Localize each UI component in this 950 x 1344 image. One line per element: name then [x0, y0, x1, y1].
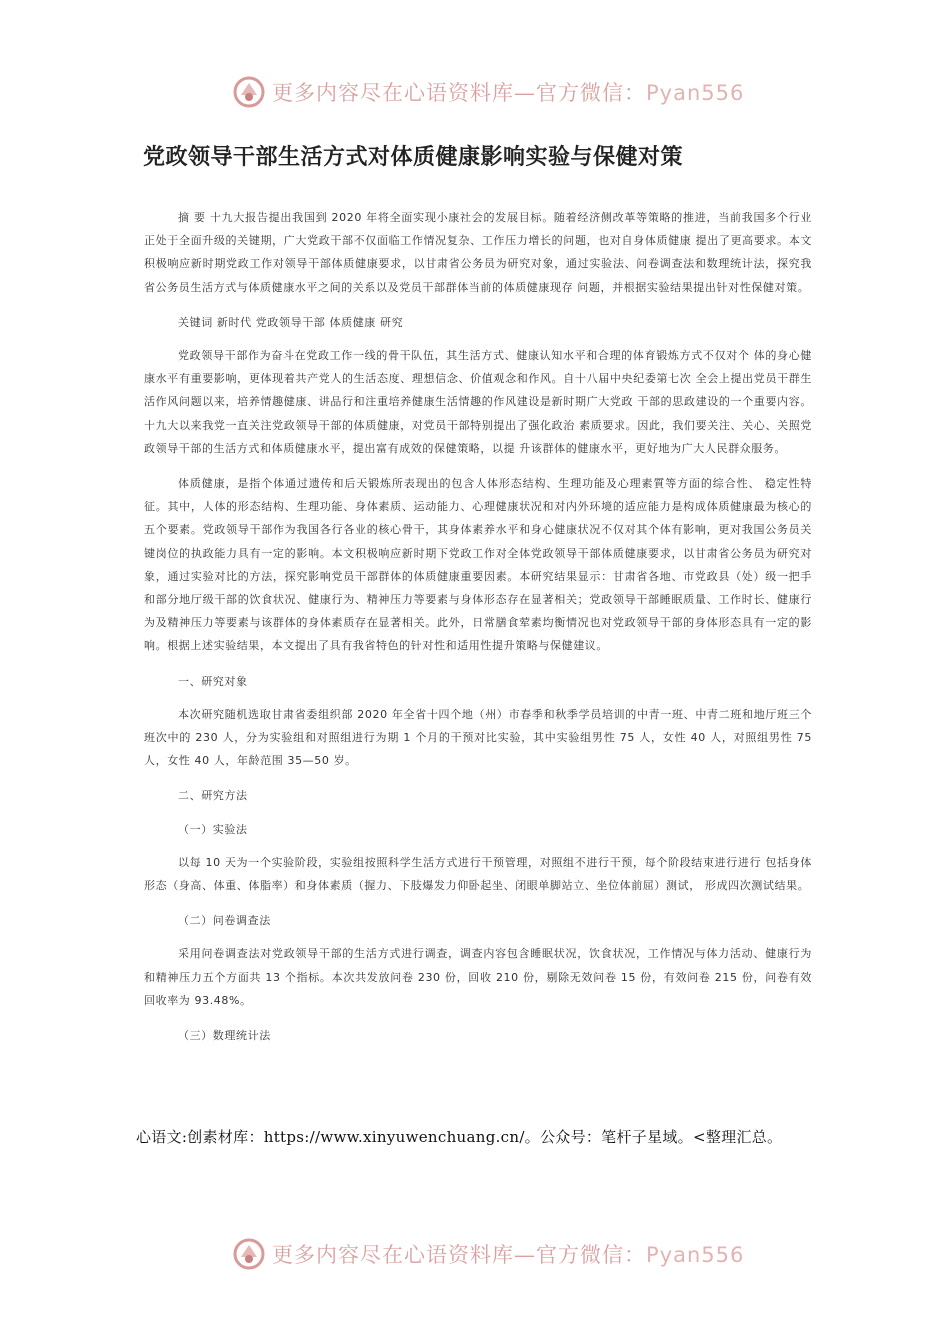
abstract-paragraph: 摘 要 十九大报告提出我国到 2020 年将全面实现小康社会的发展目标。随着经济侧改革等策略的推进，当前我国多个行业正处于全面升级的关键期，广大党政干部不仅面临工作情况复杂、工作压力增长的问题，也对自身体质健康 提出了更高要求。本文积极响应新时期党政工作对领导干部体质健康要求，以甘肃省公务员为研究对象，通过实验法、问卷调查法和数理统计法，探究我省公务员生活方式与体质健康水平之间的关系以及党员干部群体当前的体质健康现存 问题，并根据实验结果提出针对性保健对策。	[144, 211, 812, 294]
footer-banner	[232, 1232, 745, 1276]
body-paragraph: 党政领导干部作为奋斗在党政工作一线的骨干队伍，其生活方式、健康认知水平和合理的体育锻炼方式不仅对个 体的身心健康水平有重要影响，更体现着共产党人的生活态度、理想信念、价值观念和作风。自十八届中央纪委第七次 全会上提出党员干群生活作风问题以来，培养情趣健康、讲品行和注重培养健康生活情趣的作风建设是新时期广大党政 干部的思政建设的一个重要内容。十九大以来我党一直关注党政领导干部的体质健康，对党员干部特别提出了强化政治 素质要求。因此，我们要关注、关心、关照党政领导干部的生活方式和体质健康水平，提出富有成效的保健策略，以提 升该群体的健康水平，更好地为广大人民群众服务。	[144, 349, 812, 455]
wechat-handle: Pyan556	[646, 81, 745, 105]
keywords-paragraph: 关键词 新时代 党政领导干部 体质健康 研究	[178, 315, 404, 329]
body-paragraph: 体质健康，是指个体通过遗传和后天锻炼所表现出的包含人体形态结构、生理功能及心理素質等方面的综合性、 稳定性特征。其中，人体的形态结构、生理功能、身体素质、运动能力、心理健康状况和对内外环境的适应能力是构成体质健康最为核心的五个要素。党政领导干部作为我国各行各业的核心骨干，其身体素养水平和身心健康状况不仅对其个体有影响，更对我国公务员关键岗位的执政能力具有一定的影响。本文积极响应新时期下党政工作对全体党政领导干部体质健康要求，以甘肃省公务员为研究对象，通过实验对比的方法，探究影响党员干部群体的体质健康重要因素。本研究结果显示：甘肃省各地、市党政县（处）级一把手和部分地厅级干部的饮食状况、健康行为、精神压力等要素与身体形态存在显著相关；党政领导干部睡眠质量、工作时长、健康行为及精神压力等要素与该群体的身体素质存在显著相关。此外，日常膳食荤素均衡情况也对党政领导干部的身体形态具有一定的影响。根据上述实验结果，本文提出了具有我省特色的针对性和适用性提升策略与保健建议。	[144, 477, 812, 653]
subsection-heading: （三）数理统计法	[178, 1029, 271, 1043]
source-footer: 心语文:创素材库：https://www.xinyuwenchuang.cn/。公众号：笔杆子星域。<整理汇总。	[136, 1128, 783, 1146]
header-banner	[232, 70, 745, 114]
brand-logo-icon	[232, 1237, 266, 1271]
section-heading: 二、研究方法	[178, 789, 248, 803]
banner-text: 更多内容尽在心语资料库—官方微信：Pyan556	[272, 81, 745, 105]
wechat-handle: Pyan556	[646, 1243, 745, 1267]
subsection-heading: （二）问卷调查法	[178, 914, 271, 928]
body-paragraph: 本次研究随机选取甘肃省委组织部 2020 年全省十四个地（州）市春季和秋季学员培训的中青一班、中青二班和地厅班三个班次中的 230 人，分为实验组和对照组进行为期 1 个月的干预对比实验，其中实验组男性 75 人，女性 40 人，对照组男性 75 人，女性 40 人，年龄范围 35—50 岁。	[144, 707, 812, 768]
brand-logo-icon	[232, 75, 266, 109]
document-title: 党政领导干部生活方式对体质健康影响实验与保健对策	[143, 145, 684, 170]
section-heading: 一、研究对象	[178, 674, 248, 688]
document-body	[144, 206, 812, 1055]
body-paragraph: 以每 10 天为一个实验阶段，实验组按照科学生活方式进行干预管理，对照组不进行干预，每个阶段结束进行进行 包括身体形态（身高、体重、体脂率）和身体素质（握力、下肢爆发力仰卧起坐、闭眼单脚站立、坐位体前屈）测试， 形成四次测试结果。	[144, 855, 812, 893]
body-paragraph: 采用问卷调查法对党政领导干部的生活方式进行调查，调查内容包含睡眠状况，饮食状况，工作情况与体力活动、健康行为和精神压力五个方面共 13 个指标。本次共发放问卷 230 份，回收 210 份，剔除无效问卷 15 份，有效问卷 215 份，问卷有效回收率为 93.48%。	[144, 947, 812, 1007]
banner-text: 更多内容尽在心语资料库—官方微信：Pyan556	[272, 1243, 745, 1267]
subsection-heading: （一）实验法	[178, 822, 248, 836]
